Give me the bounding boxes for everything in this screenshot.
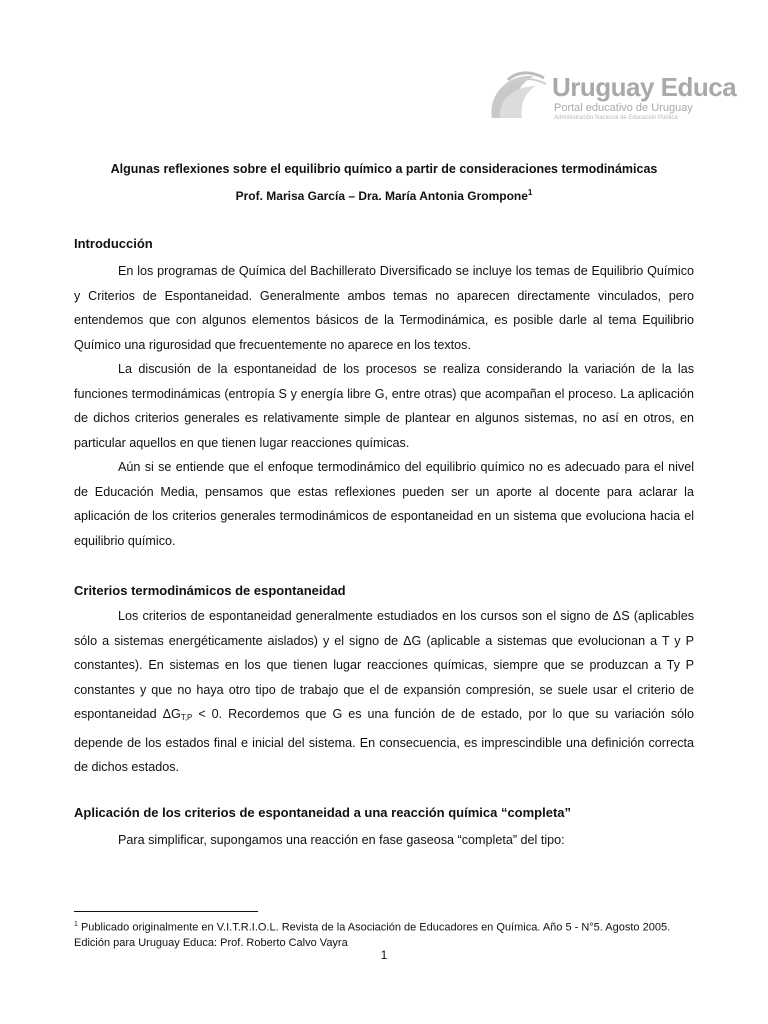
logo-subtitle: Portal educativo de Uruguay: [554, 102, 693, 114]
uruguay-educa-logo: [486, 68, 737, 126]
authors-text: Prof. Marisa García – Dra. María Antonia Grompone: [235, 189, 528, 203]
logo-emblem-icon: [486, 68, 550, 124]
document-authors: [60, 188, 708, 203]
criterios-text-after: < 0. Recordemos que G es una función de de estado, por lo que su variación sólo depende de los estados final e inicial del sistema. En consecuencia, es imprescindible una definición correcta de dichos estados.: [74, 707, 694, 774]
criterios-paragraph-1: [74, 604, 694, 780]
footnote-divider: [74, 911, 258, 912]
logo-subtitle-2: Administración Nacional de Educación Pública: [554, 115, 678, 121]
delta-g-subscript: T,P: [180, 713, 193, 722]
heading-criterios: Criterios termodinámicos de espontaneidad: [74, 583, 346, 598]
logo-title: Uruguay Educa: [552, 72, 737, 102]
criterios-text-before: Los criterios de espontaneidad generalmente estudiados en los cursos son el signo de ΔS (aplicables sólo a sistemas energéticamente aislados) y el signo de ΔG (aplicable a sistemas que evolucionan a T y P constantes). En sistemas en los que tienen lugar reacciones químicas, siempre que se produzcan a Ty P constantes y que no haya otro tipo de trabajo que el de expansión compresión, se suele usar el criterio de espontaneidad ΔG: [74, 609, 694, 721]
footnote-text: Publicado originalmente en V.I.T.R.I.O.L. Revista de la Asociación de Educadores en Química. Año 5 - N°5. Agosto 2005. Edición para Uruguay Educa: Prof. Roberto Calvo Vayra: [74, 921, 671, 949]
footnote-reference: 1: [527, 188, 533, 197]
document-title: Algunas reflexiones sobre el equilibrio químico a partir de consideraciones termodinámicas: [110, 162, 658, 176]
footnote: [74, 917, 694, 951]
aplicacion-paragraph-1: Para simplificar, supongamos una reacción en fase gaseosa “completa” del tipo:: [118, 833, 565, 847]
intro-paragraph-3: Aún si se entiende que el enfoque termodinámico del equilibrio químico no es adecuado para el nivel de Educación Media, pensamos que estas reflexiones pueden ser un aporte al docente para aclarar la aplicación de los criterios generales termodinámicos de espontaneidad en un sistema que evoluciona hacia el equilibrio químico.: [74, 460, 694, 548]
heading-aplicacion: Aplicación de los criterios de espontaneidad a una reacción química “completa”: [74, 805, 572, 820]
intro-paragraph-1: En los programas de Química del Bachillerato Diversificado se incluye los temas de Equilibrio Químico y Criterios de Espontaneidad. Generalmente ambos temas no aparecen directamente vinculados, pero entendemos que con algunos elementos básicos de la Termodinámica, es posible darle al tema Equilibrio Químico una rigurosidad que frecuentemente no aparece en los textos.: [74, 264, 694, 352]
footnote-marker: 1: [74, 921, 78, 928]
intro-paragraph-2: La discusión de la espontaneidad de los procesos se realiza considerando la variación de la las funciones termodinámicas (entropía S y energía libre G, entre otras) que acompañan el proceso. La aplicación de dichos criterios generales es relativamente simple de plantear en algunos sistemas, no así en otros, en particular aquellos en que tienen lugar reacciones químicas.: [74, 362, 694, 450]
heading-introduccion: Introducción: [74, 236, 153, 251]
page-number: 1: [380, 948, 388, 962]
